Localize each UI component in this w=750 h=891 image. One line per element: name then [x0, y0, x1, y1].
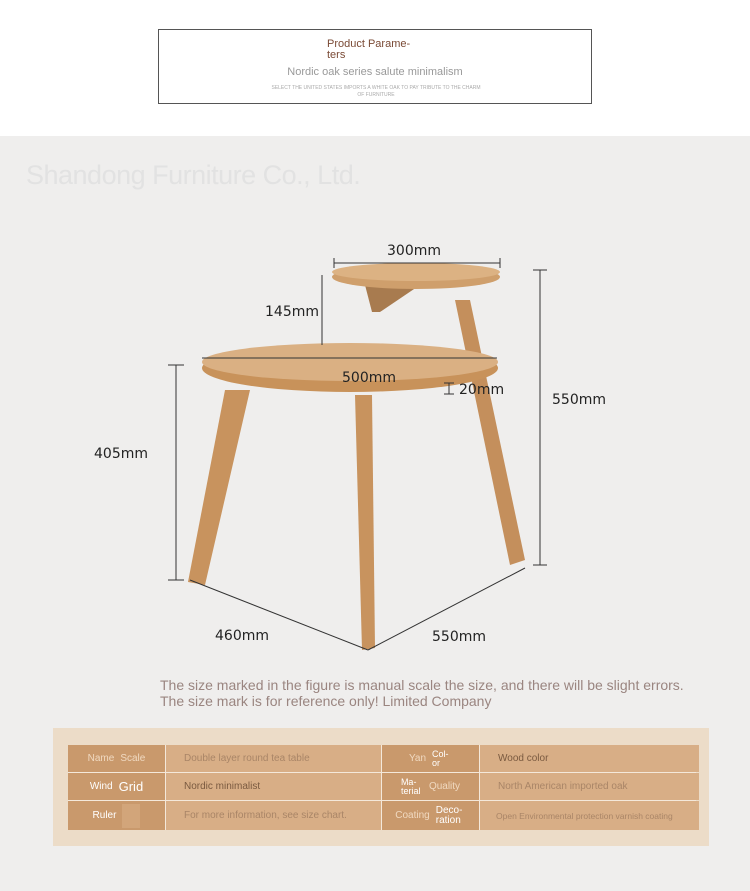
- tagline: SELECT THE UNITED STATES IMPORTS A WHITE OAK TO PAY TRIBUTE TO THE CHARM OF FURNITURE: [271, 85, 481, 98]
- dim-total-height: 550mm: [552, 392, 606, 408]
- label-color: [382, 745, 479, 772]
- note-line-2: The size mark is for reference only! Limited Company: [160, 693, 492, 709]
- label-part: Grid: [118, 779, 144, 794]
- value-name: Double layer round tea table: [166, 745, 381, 772]
- page-title: Product Parame-ters: [327, 38, 411, 61]
- label-material: [382, 773, 479, 800]
- size-swatch: [122, 804, 140, 828]
- label-style: [68, 773, 165, 800]
- spec-table: [53, 728, 709, 846]
- label-part: Quality: [428, 781, 461, 792]
- subtitle: Nordic oak series salute minimalism: [287, 66, 463, 78]
- label-decoration: [382, 801, 479, 830]
- label-part: Yan: [408, 753, 427, 764]
- label-part: Ruler: [92, 810, 117, 821]
- value-style: Nordic minimalist: [166, 773, 381, 800]
- label-size: [68, 801, 165, 830]
- label-part: Col-or: [432, 748, 449, 768]
- dim-thickness: 20mm: [459, 382, 505, 398]
- value-decoration: Open Environmental protection varnish coating: [480, 801, 699, 830]
- value-color: Wood color: [480, 745, 699, 772]
- dim-base-right: 550mm: [432, 629, 486, 645]
- dim-base-left: 460mm: [215, 628, 269, 644]
- dim-main-diameter: 500mm: [342, 370, 396, 386]
- size-note: [160, 677, 684, 709]
- dim-top-diameter: 300mm: [387, 243, 441, 259]
- label-name: [68, 745, 165, 772]
- label-part: Deco-ration: [435, 804, 463, 826]
- table-illustration: [188, 263, 525, 650]
- dim-main-height: 405mm: [94, 446, 148, 462]
- label-part: Coating: [395, 810, 430, 821]
- dim-top-height: 145mm: [265, 304, 319, 320]
- value-size: For more information, see size chart.: [166, 801, 381, 830]
- note-line-1: The size marked in the figure is manual scale the size, and there will be slight errors.: [160, 677, 684, 693]
- label-part: Wind: [89, 781, 113, 792]
- watermark: Shandong Furniture Co., Ltd.: [26, 160, 361, 190]
- label-part: Ma-terial: [400, 776, 421, 796]
- label-part: Scale: [120, 753, 146, 764]
- value-material: North American imported oak: [480, 773, 699, 800]
- label-part: Name: [87, 753, 115, 764]
